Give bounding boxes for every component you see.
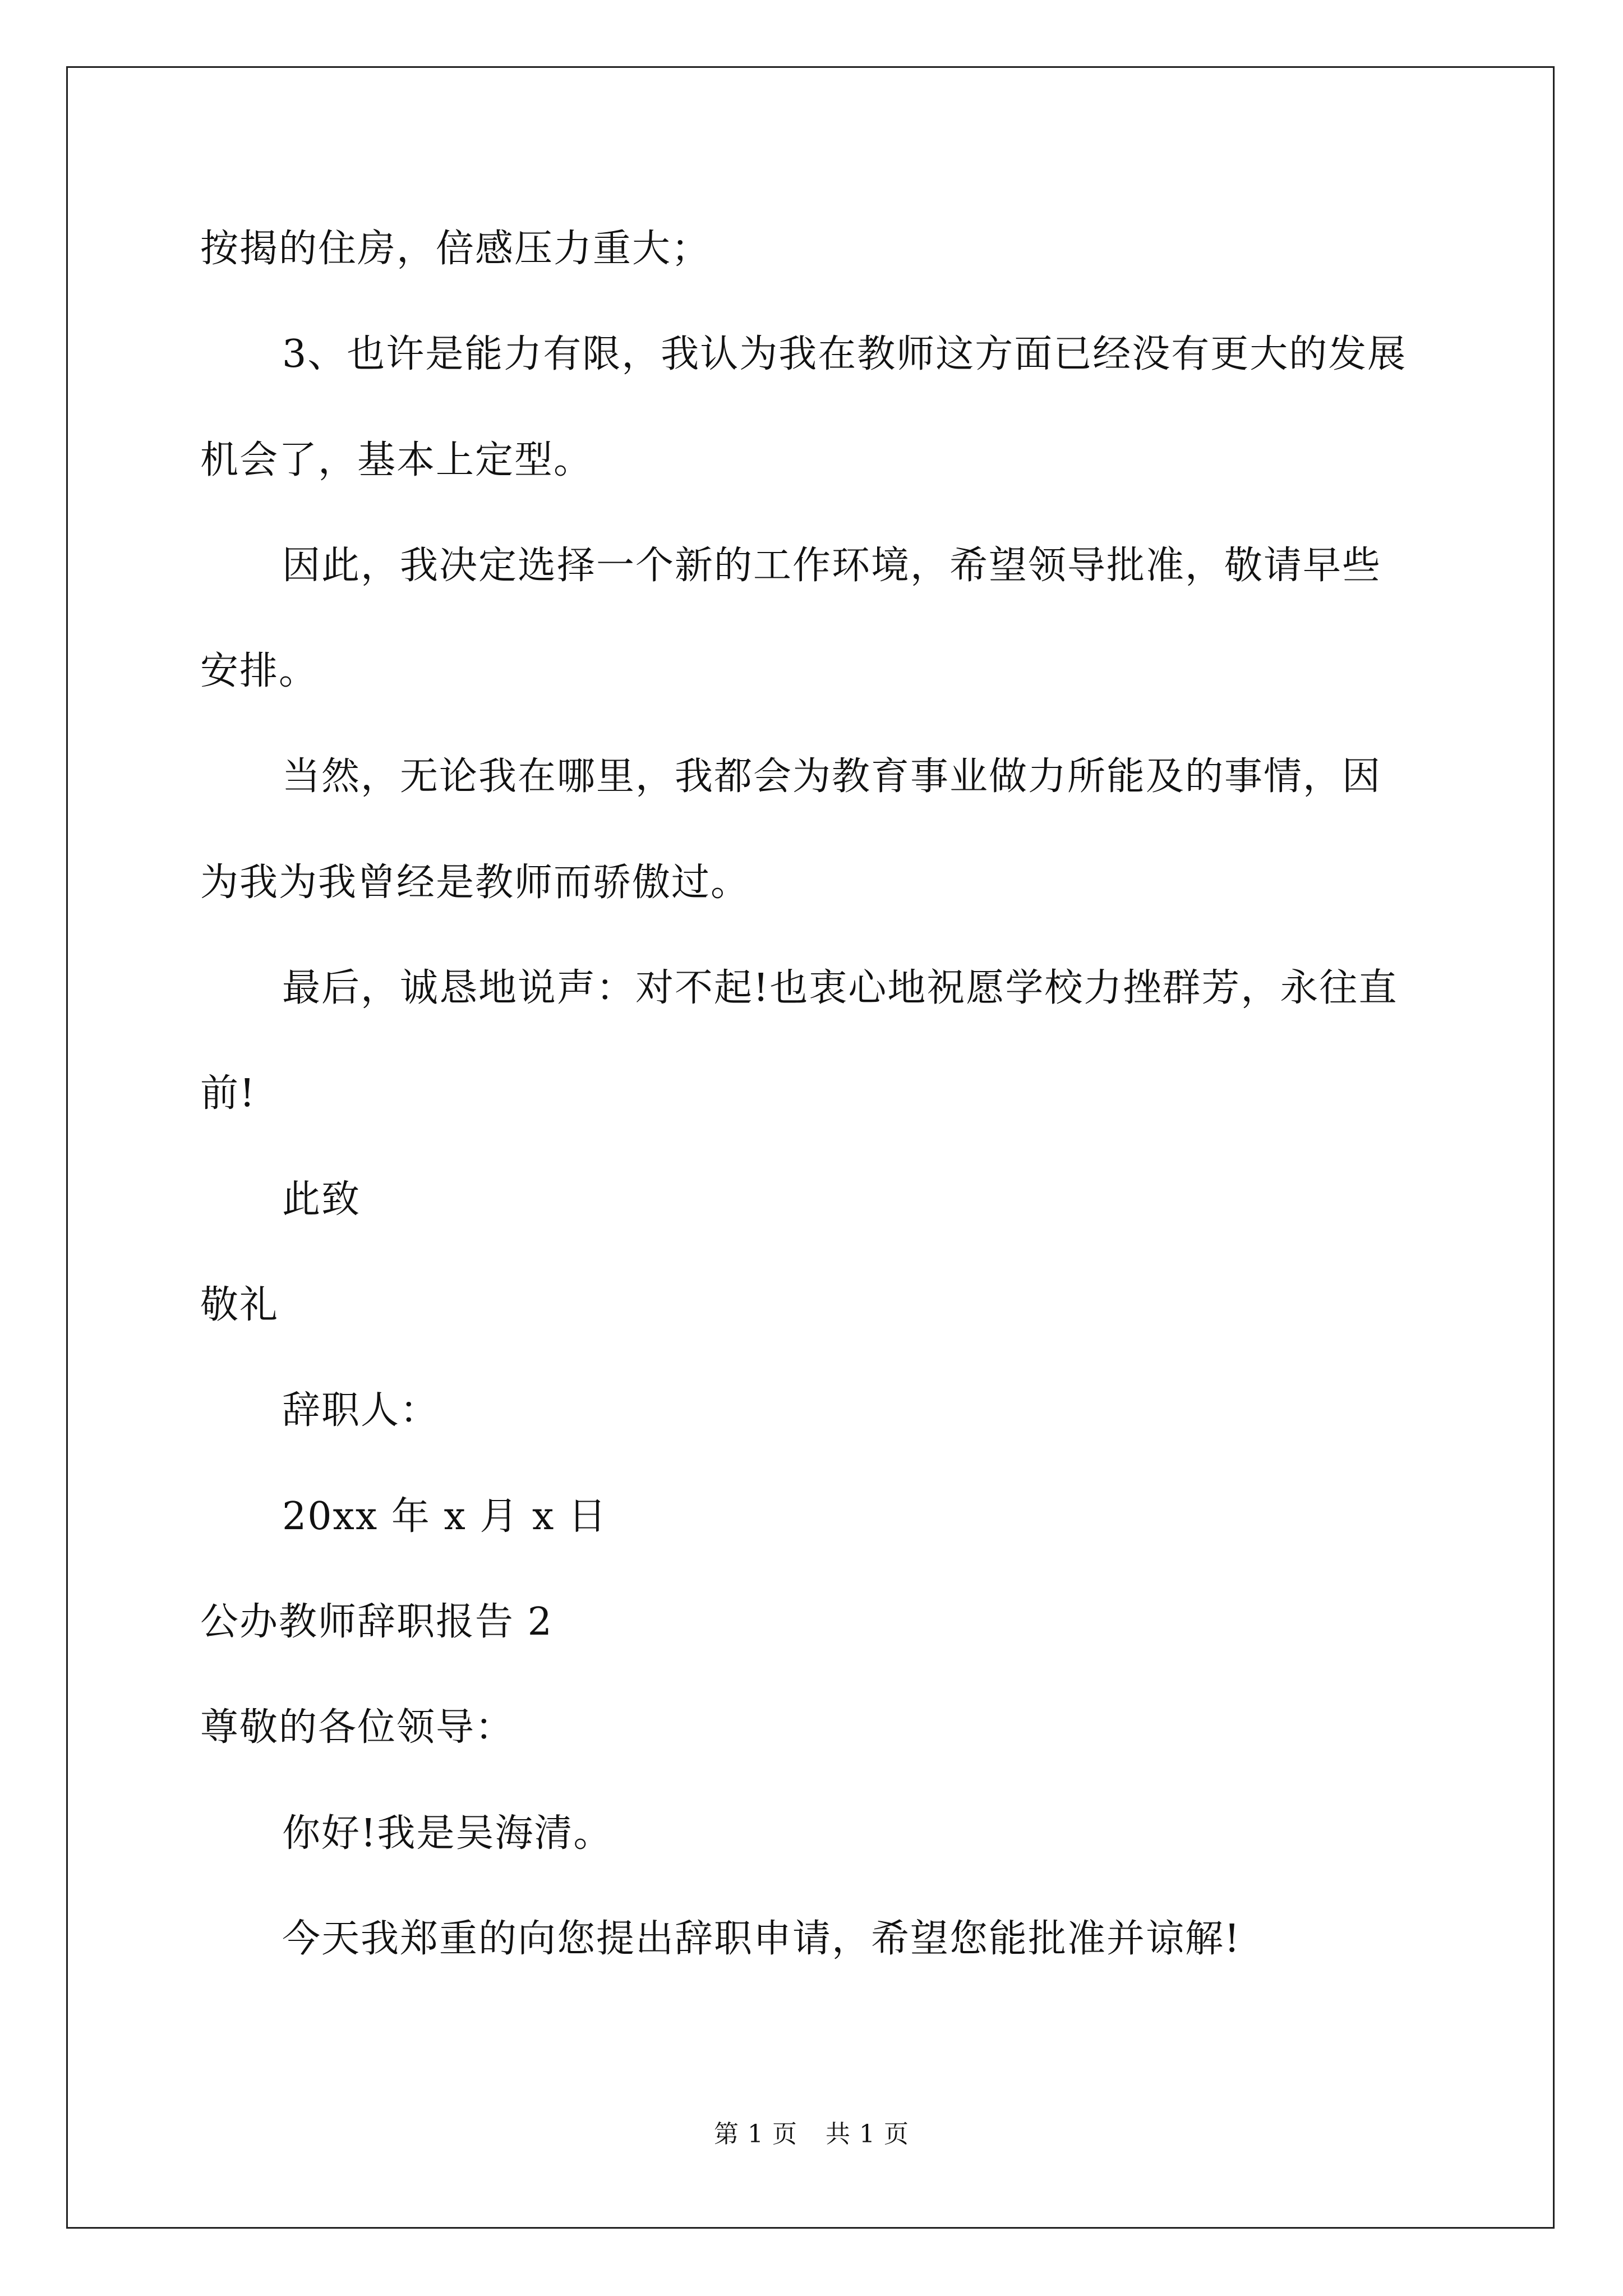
body-line: 前!: [200, 1071, 256, 1116]
signer-label: 辞职人：: [282, 1388, 440, 1433]
paragraph-line: 你好!我是吴海清。: [282, 1811, 613, 1856]
paragraph-line: 因此，我决定选择一个新的工作环境，希望领导批准，敬请早些: [282, 544, 1382, 588]
body-line: 机会了，基本上定型。: [200, 438, 593, 482]
date-line: 20xx 年 x 月 x 日: [282, 1494, 608, 1539]
closing-salutation: 此致: [282, 1177, 361, 1222]
page-border: [66, 66, 1555, 2229]
letter-greeting: 尊敬的各位领导：: [200, 1705, 515, 1750]
body-line: 按揭的住房，倍感压力重大；: [200, 227, 711, 271]
section-title: 公办教师辞职报告 2: [200, 1600, 553, 1644]
body-line: 为我为我曾经是教师而骄傲过。: [200, 861, 750, 905]
closing-regards: 敬礼: [200, 1283, 279, 1327]
page-footer: [0, 2120, 1623, 2148]
page-total: 共 1 页: [826, 2120, 909, 2148]
paragraph-line: 今天我郑重的向您提出辞职申请，希望您能批准并谅解!: [282, 1917, 1241, 1961]
paragraph-line: 当然，无论我在哪里，我都会为教育事业做力所能及的事情，因: [282, 754, 1382, 799]
paragraph-line: 最后，诚恳地说声：对不起!也衷心地祝愿学校力挫群芳，永往直: [282, 966, 1398, 1010]
page-number: 第 1 页: [714, 2120, 797, 2148]
body-line: 安排。: [200, 649, 319, 693]
paragraph-line: 3、也许是能力有限，我认为我在教师这方面已经没有更大的发展: [282, 332, 1407, 376]
